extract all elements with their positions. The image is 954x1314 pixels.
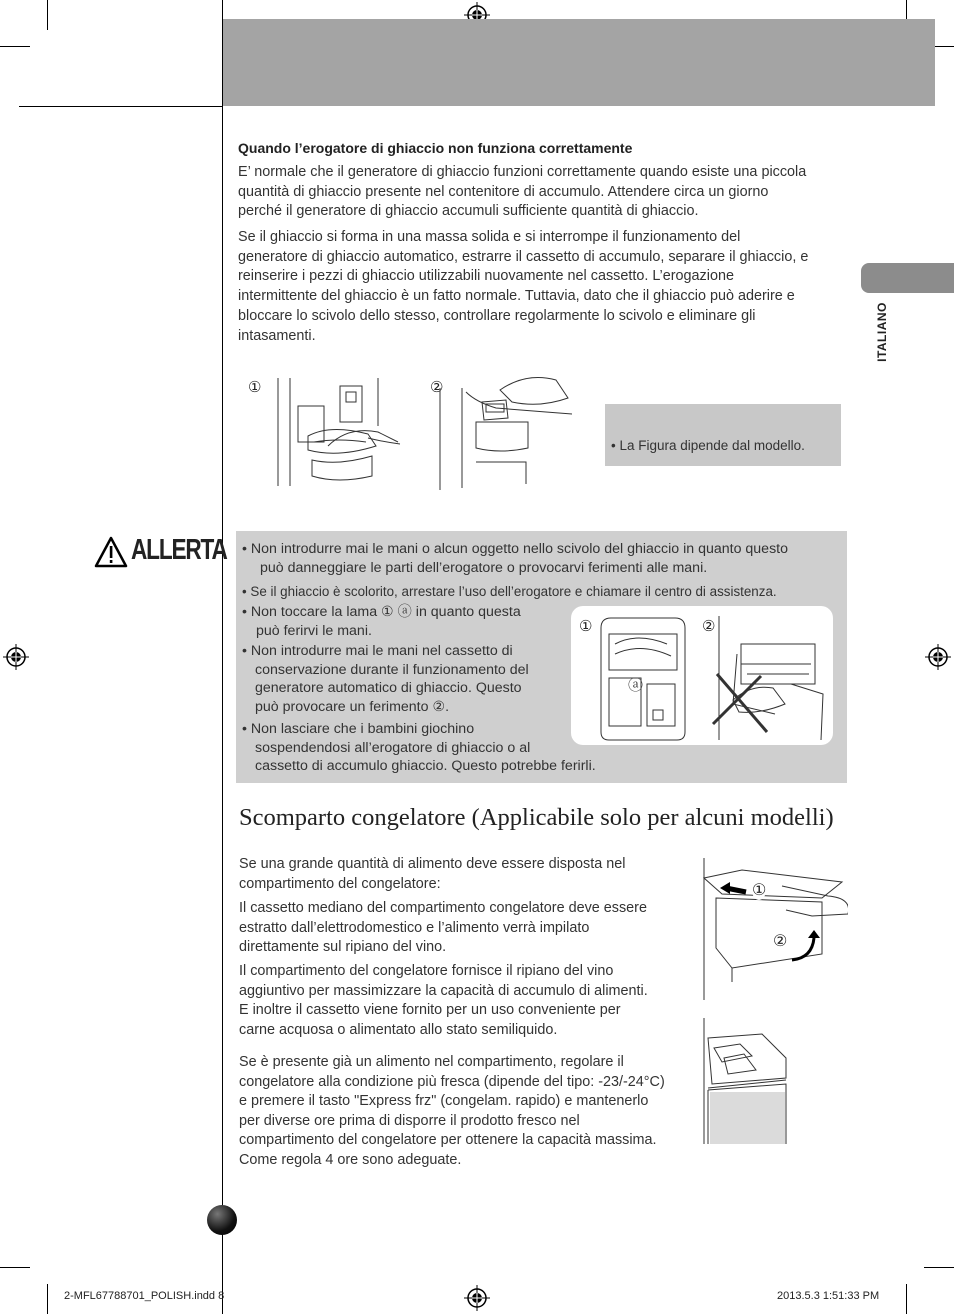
ice-bin-illustration xyxy=(268,376,408,488)
freezer-paragraph-4: Se è presente già un alimento nel compartimento, regolare il congelatore alla condizione più fresca (dipende del tipo: -23/-24°C) e premere il tasto "Express frz" (congelam. rapido) e mantenerlo per diverse ore prima di disporre il prodotto fresco nel compartimento del congelatore per ottenere la capacità massima. Come regola 4 ore sono adeguate. xyxy=(239,1054,665,1168)
warning-title: ALLERTA xyxy=(131,534,227,566)
wine-shelf-illustration xyxy=(702,1018,788,1144)
figure-label-1: ① xyxy=(248,379,262,396)
crop-mark xyxy=(924,1267,954,1268)
freezer-drawer-illustration xyxy=(702,858,848,1000)
figure-label-a: ⓐ xyxy=(628,677,644,694)
crop-mark xyxy=(906,1284,907,1314)
warning-box xyxy=(236,531,847,783)
registration-mark-bottom xyxy=(464,1285,490,1311)
note-box xyxy=(605,404,841,466)
warning-item-3: • Non toccare la lama ① ⓐ in quanto questa può ferirvi le mani. xyxy=(242,604,521,639)
paragraph-solid-ice: Se il ghiaccio si forma in una massa solida e si interrompe il funzionamento del generatore di ghiaccio automatico, estrarre il cassetto di accumulo, separare il ghiaccio, e reinserire i pezzi di ghiaccio utilizzabili nuovamente nel cassetto. L’erogazione intermittente del ghiaccio è un fatto normale. Tuttavia, dato che il ghiaccio può aderire e bloccare lo scivolo dello stesso, controllare regolarmente lo scivolo e eliminare gli intasamenti. xyxy=(238,229,809,344)
header-rule xyxy=(19,106,223,107)
crop-mark xyxy=(47,0,48,30)
header-band xyxy=(223,19,935,106)
warning-item-5: • Non lasciare che i bambini giochino sospendendosi all’erogatore di ghiaccio o al cassetto di accumulo ghiaccio. Questo potrebbe ferirli. xyxy=(242,721,596,774)
figure-label-1: ① xyxy=(579,618,593,635)
registration-mark-left xyxy=(3,644,29,670)
warning-item-1: • Non introdurre mai le mani o alcun oggetto nello scivolo del ghiaccio in quanto questo può danneggiare le parti dell’erogatore o provocarvi ferimenti alle mani. xyxy=(242,541,788,576)
registration-mark-right xyxy=(925,644,951,670)
page-marker-dot xyxy=(207,1205,237,1235)
freezer-figure-label-1: ① xyxy=(752,882,767,899)
crop-mark xyxy=(0,46,30,47)
language-label: ITALIANO xyxy=(875,302,889,362)
freezer-paragraph-1: Se una grande quantità di alimento deve essere disposta nel compartimento del congelatore: xyxy=(239,856,626,892)
paragraph-normal-ice: E’ normale che il generatore di ghiaccio funzioni correttamente quando esiste una piccola quantità di ghiaccio presente nel contenitore di accumulo. Attendere circa un giorno perché il generatore di ghiaccio accumuli sufficiente quantità di ghiaccio. xyxy=(238,164,807,220)
warning-item-2: • Se il ghiaccio è scolorito, arrestare l’uso dell’erogatore e chiamare il centro di assistenza. xyxy=(242,584,777,599)
language-tab xyxy=(861,263,954,293)
crop-mark xyxy=(0,1267,30,1268)
section-title: Scomparto congelatore (Applicabile solo per alcuni modelli) xyxy=(239,804,834,831)
warning-figure-panel xyxy=(571,606,833,745)
warning-item-4: • Non introdurre mai le mani nel cassetto di conservazione durante il funzionamento del generatore automatico di ghiaccio. Questo può provocare un ferimento ②. xyxy=(242,643,529,715)
margin-rule xyxy=(222,0,223,1314)
ice-maker-blade-illustration xyxy=(597,614,687,742)
footer-timestamp: 2013.5.3 1:51:33 PM xyxy=(777,1290,880,1302)
figure-label-2: ② xyxy=(702,618,716,635)
freezer-figure-label-2: ② xyxy=(773,933,788,950)
freezer-paragraph-2: Il cassetto mediano del compartimento congelatore deve essere estratto dall’elettrodomestico e l’alimento verrà impilato direttamente sul ripiano del vino. xyxy=(239,900,647,955)
footer-file-info: 2-MFL67788701_POLISH.indd 8 xyxy=(64,1290,225,1302)
ice-chute-illustration xyxy=(436,372,572,490)
figure-label-2: ② xyxy=(430,379,444,396)
note-text: • La Figura dipende dal modello. xyxy=(611,438,805,453)
ice-storage-hand-illustration xyxy=(711,614,829,742)
crop-mark xyxy=(47,1284,48,1314)
freezer-paragraph-3: Il compartimento del congelatore fornisce il ripiano del vino aggiuntivo per massimizzare la capacità di accumulo di alimenti. E inoltre il cassetto viene fornito per un uso conveniente per carne acquosa o alimentato allo stato semiliquido. xyxy=(239,963,648,1038)
section-heading: Quando l’erogatore di ghiaccio non funziona correttamente xyxy=(238,140,633,156)
